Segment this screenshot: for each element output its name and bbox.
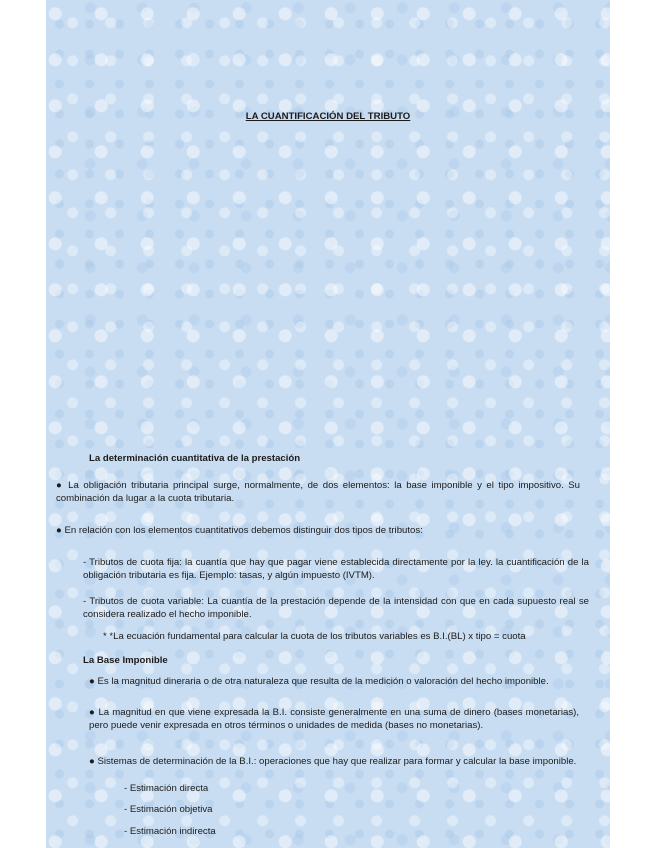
method-estimacion-directa: - Estimación directa (124, 783, 209, 794)
paragraph-base-magnitud: ● La magnitud en que viene expresada la B.I. consiste generalmente en una suma de dinero (bases monetarias), pero puede venir expresada en otros términos o unidades de medida (bases no monetarias). (89, 707, 579, 731)
paragraph-cuota-variable: - Tributos de cuota variable: La cuantía de la prestación depende de la intensidad con que en cada supuesto real se considera realizado el hecho imponible. (83, 596, 589, 620)
paragraph-cuota-fija: - Tributos de cuota fija: la cuantía que hay que pagar viene establecida directamente por la ley. la cuantificación de la obligación tributaria es fija. Ejemplo: tasas, y algún impuesto (IVTM). (83, 557, 589, 581)
formula-note: * *La ecuación fundamental para calcular la cuota de los tributos variables es B.I.(BL) x tipo = cuota (103, 631, 526, 642)
document-page (46, 0, 610, 848)
base-imponible-heading: La Base Imponible (83, 655, 168, 666)
paragraph-bullet-tipos: ● En relación con los elementos cuantitativos debemos distinguir dos tipos de tributos: (56, 525, 423, 536)
paragraph-base-sistemas: ● Sistemas de determinación de la B.I.: operaciones que hay que realizar para formar y calcular la base imponible. (89, 756, 577, 767)
paragraph-bullet-obligacion: ● La obligación tributaria principal surge, normalmente, de dos elementos: la base imponible y el tipo impositivo. Su combinación da lugar a la cuota tributaria. (56, 480, 580, 504)
document-title: LA CUANTIFICACIÓN DEL TRIBUTO (245, 111, 411, 122)
method-estimacion-objetiva: - Estimación objetiva (124, 804, 213, 815)
method-estimacion-indirecta: - Estimación indirecta (124, 826, 216, 837)
paragraph-base-definicion: ● Es la magnitud dineraria o de otra naturaleza que resulta de la medición o valoración del hecho imponible. (89, 676, 549, 687)
section-heading: La determinación cuantitativa de la prestación (89, 453, 301, 464)
